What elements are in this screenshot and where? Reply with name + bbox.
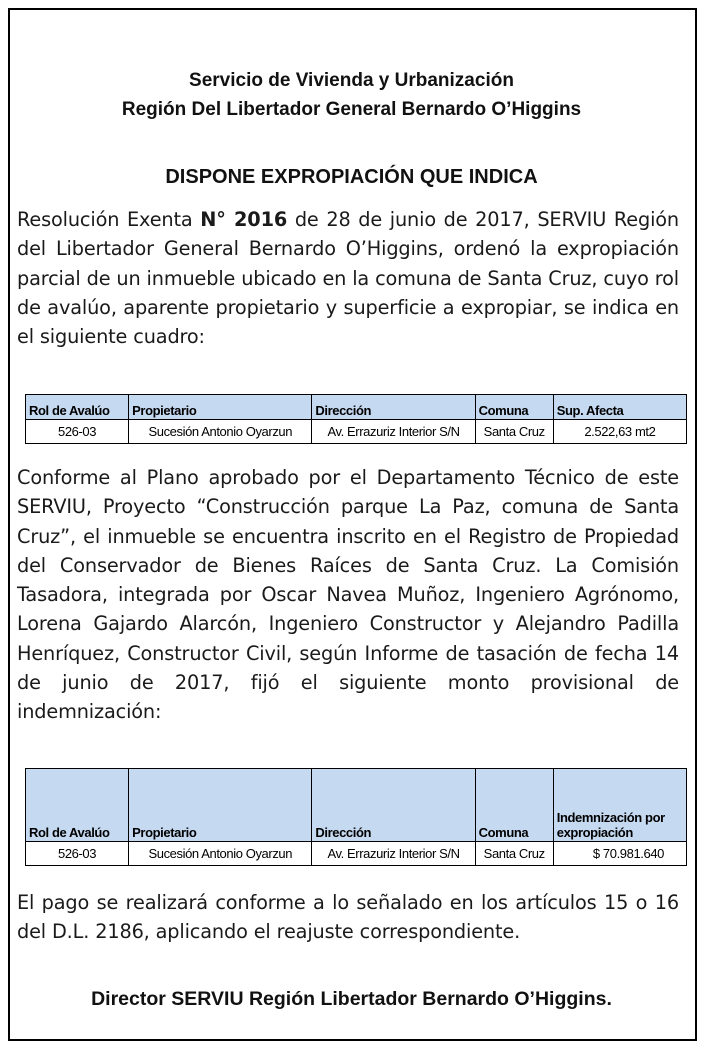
notice-title: DISPONE EXPROPIACIÓN QUE INDICA <box>165 166 538 188</box>
agency-name: Servicio de Vivienda y Urbanización <box>189 70 514 91</box>
cell-direccion: Av. Errazuriz Interior S/N <box>312 842 475 866</box>
table-row <box>26 842 687 866</box>
cell-propietario: Sucesión Antonio Oyarzun <box>129 420 312 444</box>
cell-indemnizacion: $ 70.981.640 <box>553 842 686 866</box>
signature: Director SERVIU Región Libertador Bernardo O’Higgins. <box>91 988 612 1010</box>
header-sup-afecta: Sup. Afecta <box>553 395 686 420</box>
compensation-table <box>25 768 687 866</box>
header-comuna: Comuna <box>475 395 553 420</box>
header-rol: Rol de Avalúo <box>26 769 129 842</box>
cell-comuna: Santa Cruz <box>475 420 553 444</box>
table-row <box>26 420 687 444</box>
header-rol: Rol de Avalúo <box>26 395 129 420</box>
resolution-text: de 28 de junio de 2017, SERVIU Región del Libertador General Bernardo O’Higgins, ordenó la expropiación parcial de un inmueble ubicado en la comuna de Santa Cruz, cuyo rol de avalúo, aparente propietario y superficie a expropiar, se indica en el siguiente cuadro: <box>17 208 679 349</box>
header-propietario: Propietario <box>129 395 312 420</box>
cell-comuna: Santa Cruz <box>475 842 553 866</box>
header-indemnizacion-line1: Indemnización por <box>556 810 665 825</box>
header-indemnizacion <box>553 769 686 842</box>
cell-direccion: Av. Errazuriz Interior S/N <box>312 420 475 444</box>
cell-sup-afecta: 2.522,63 mt2 <box>553 420 686 444</box>
resolution-paragraph <box>17 205 679 351</box>
header-propietario: Propietario <box>129 769 312 842</box>
cell-rol: 526-03 <box>26 842 129 866</box>
resolution-prefix: Resolución Exenta <box>17 208 201 231</box>
header-direccion: Dirección <box>312 395 475 420</box>
cell-propietario: Sucesión Antonio Oyarzun <box>129 842 312 866</box>
header-direccion: Dirección <box>312 769 475 842</box>
table-header-row <box>26 395 687 420</box>
table-header-row <box>26 769 687 842</box>
cell-rol: 526-03 <box>26 420 129 444</box>
resolution-number: N° 2016 <box>200 208 288 231</box>
payment-paragraph: El pago se realizará conforme a lo señalado en los artículos 15 o 16 del D.L. 2186, aplicando el reajuste correspondiente. <box>17 891 679 944</box>
surface-table <box>25 394 687 444</box>
appraisal-paragraph: Conforme al Plano aprobado por el Departamento Técnico de este SERVIU, Proyecto “Construcción parque La Paz, comuna de Santa Cruz”, el inmueble se encuentra inscrito en el Registro de Propiedad del Conservador de Bienes Raíces de Santa Cruz. La Comisión Tasadora, integrada por Oscar Navea Muñoz, Ingeniero Agrónomo, Lorena Gajardo Alarcón, Ingeniero Constructor y Alejandro Padilla Henríquez, Constructor Civil, según Informe de tasación de fecha 14 de junio de 2017, fijó el siguiente monto provisional de indemnización: <box>17 466 679 724</box>
region-name: Región Del Libertador General Bernardo O’Higgins <box>121 99 582 120</box>
header-comuna: Comuna <box>475 769 553 842</box>
header-indemnizacion-line2: expropiación <box>556 825 633 840</box>
